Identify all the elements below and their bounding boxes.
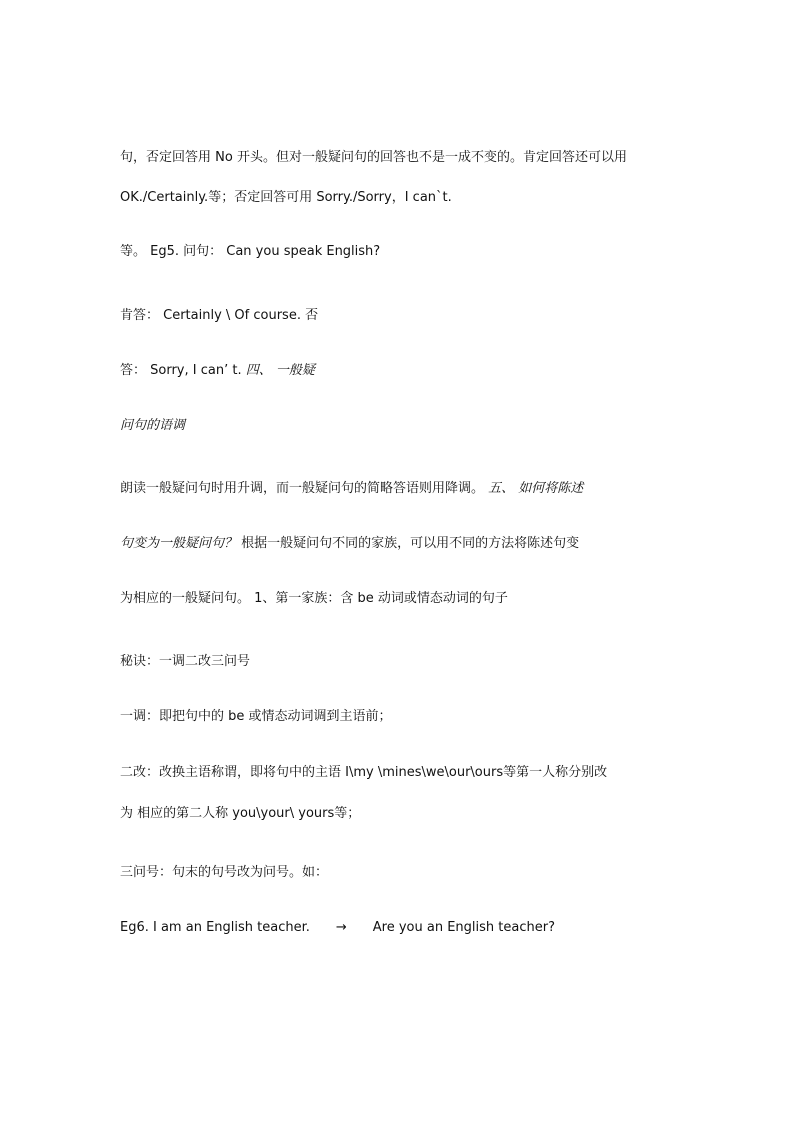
- section-5-heading-end: 句变为一般疑问句？: [120, 536, 242, 551]
- example-5-question: 等。 Eg5. 问句： Can you speak English?: [120, 244, 381, 259]
- section-4-heading-end: 问句的语调: [120, 418, 186, 433]
- arrow-icon: →: [335, 920, 347, 935]
- step-2-continuation: 为 相应的第二人称 you\your\ yours等；: [120, 806, 361, 821]
- family-1-intro: 为相应的一般疑问句。 1、第一家族：含 be 动词或情态动词的句子: [120, 591, 508, 606]
- step-1-line: 一调：即把句中的 be 或情态动词调到主语前；: [120, 709, 392, 724]
- tip-line: 秘诀：一调二改三问号: [120, 654, 251, 669]
- step-2-line: 二改：改换主语称谓，即将句中的主语 I\my \mines\we\our\ours等第一人称分别改: [120, 765, 608, 780]
- section-5-heading-start: 五、 如何将陈述: [488, 481, 584, 496]
- example-6-question: Are you an English teacher?: [372, 920, 555, 935]
- example-5-affirmative-answer: 肯答： Certainly \ Of course. 否: [120, 308, 319, 323]
- section-4-heading-start: 四、 一般疑: [245, 363, 315, 378]
- paragraph-line-1: 句，否定回答用 No 开头。但对一般疑问句的回答也不是一成不变的。肯定回答还可以用: [120, 150, 627, 165]
- conversion-text: 根据一般疑问句不同的家族，可以用不同的方法将陈述句变: [241, 536, 580, 551]
- intonation-text: 朗读一般疑问句时用升调，而一般疑问句的简略答语则用降调。: [120, 481, 489, 496]
- negative-answer-text: 答： Sorry, I can’ t.: [120, 363, 246, 378]
- intonation-paragraph: [120, 480, 583, 498]
- example-5-negative-answer: [120, 362, 315, 380]
- conversion-paragraph: [120, 535, 579, 553]
- example-6: [120, 919, 555, 937]
- step-3-line: 三问号：句末的句号改为问号。如：: [120, 865, 329, 880]
- example-6-statement: Eg6. I am an English teacher.: [120, 920, 310, 935]
- paragraph-line-2: OK./Certainly.等；否定回答可用 Sorry./Sorry，I can`t.: [120, 190, 452, 205]
